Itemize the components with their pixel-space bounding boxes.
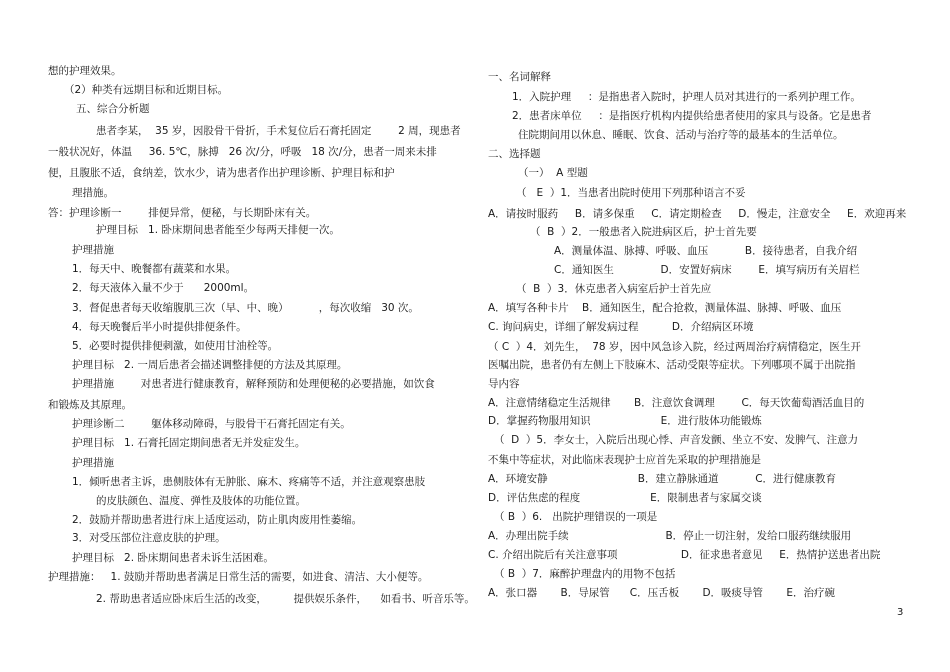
left-text-line: 护理目标 1. 卧床期间患者能至少每两天排便一次。 — [96, 224, 340, 236]
left-text-line: （2）种类有远期目标和近期目标。 — [64, 84, 229, 96]
right-text-line: （ C ）4．刘先生， 78 岁，因中风急诊入院，经过两周治疗病情稳定，医生开 — [488, 341, 861, 353]
left-text-line: 2. 帮助患者适应卧床后生活的改变， 提供娱乐条件， 如看书、听音乐等。 — [96, 593, 475, 605]
right-text-line: 二、选择题 — [488, 148, 541, 160]
right-text-line: 2．患者床单位 ：是指医疗机构内提供给患者使用的家具与设备。它是患者 — [512, 110, 872, 122]
right-text-line: 一、名词解释 — [488, 71, 551, 83]
left-text-line: 护理措施 — [72, 244, 114, 256]
right-text-line: 不集中等症状，对此临床表现护士应首先采取的护理措施是 — [488, 454, 761, 466]
right-text-line: A．测量体温、脉搏、呼吸、血压 B．接待患者，自我介绍 — [554, 245, 858, 257]
left-text-line: 答：护理诊断一 排便异常，便秘，与长期卧床有关。 — [48, 207, 317, 219]
left-text-line: 一般状况好，体温 36. 5℃，脉搏 26 次/分，呼吸 18 次/分，患者一周来未排 — [48, 146, 437, 158]
right-text-line: C．通知医生 D．安置好病床 E．填写病历有关眉栏 — [554, 264, 860, 276]
left-text-line: 和锻炼及其原理。 — [48, 399, 132, 411]
right-text-line: A．注意情绪稳定生活规律 B．注意饮食调理 C．每天饮葡萄酒活血目的 — [488, 397, 865, 409]
left-text-line: 患者李某， 35 岁，因股骨干骨折，手术复位后石膏托固定 2 周，现患者 — [96, 125, 461, 137]
left-text-line: 护理措施 — [72, 457, 114, 469]
right-text-line: A．环境安静 B．建立静脉通道 C．进行健康教育 — [488, 473, 837, 485]
left-text-line: 3．督促患者每天收缩腹肌三次（早、中、晚） ，每次收缩 30 次。 — [72, 302, 419, 314]
left-text-line: 护理措施： 1. 鼓励并帮助患者满足日常生活的需要，如进食、清洁、大小便等。 — [48, 571, 429, 583]
left-text-line: 护理措施 对患者进行健康教育，解释预防和处理便秘的必要措施，如饮食 — [72, 378, 435, 390]
left-text-line: 2．每天液体入量不少于 2000ml。 — [72, 282, 255, 294]
right-text-line: D．掌握药物服用知识 E．进行肢体功能锻炼 — [488, 415, 762, 427]
right-text-line: C. 询问病史，详细了解发病过程 D．介绍病区环境 — [488, 321, 754, 333]
right-text-line: （ E ）1．当患者出院时使用下列那种语言不妥 — [516, 187, 746, 199]
right-text-line: 医嘱出院，患者仍有左侧上下肢麻木、活动受限等症状。下列哪项不属于出院指 — [488, 359, 856, 371]
left-text-line: 便，且腹胀不适，食纳差，饮水少，请为患者作出护理诊断、护理目标和护 — [48, 167, 395, 179]
left-text-line: 护理目标 2. 一周后患者会描述调整排便的方法及其原理。 — [72, 359, 348, 371]
left-text-line: 1．每天中、晚餐都有蔬菜和水果。 — [72, 263, 237, 275]
right-text-line: （一） A 型题 — [518, 167, 588, 179]
right-text-line: （ B ）2．一般患者入院进病区后，护士首先要 — [530, 226, 757, 238]
left-text-line: 理措施。 — [72, 187, 114, 199]
right-text-line: A．填写各种卡片 B．通知医生，配合抢救，测量体温、脉搏、呼吸、血压 — [488, 302, 842, 314]
right-text-line: 住院期间用以休息、睡眠、饮食、活动与治疗等的最基本的生活单位。 — [518, 129, 844, 141]
right-text-line: 导内容 — [488, 378, 520, 390]
right-text-line: （ B ）6. 出院护理错误的一项是 — [494, 511, 658, 523]
right-text-line: （ D ）5．李女士，入院后出现心悸、声音发颤、坐立不安、发脾气、注意力 — [494, 434, 859, 446]
left-text-line: 的皮肤颜色、温度、弹性及肢体的功能位置。 — [96, 495, 306, 507]
left-text-line: 五、综合分析题 — [76, 103, 150, 115]
left-text-line: 护理目标 2. 卧床期间患者未诉生活困难。 — [72, 552, 274, 564]
left-text-line: 4．每天晚餐后半小时提供排便条件。 — [72, 321, 247, 333]
right-text-line: D．评估焦虑的程度 E．限制患者与家属交谈 — [488, 492, 762, 504]
right-text-line: 1．入院护理 ：是指患者入院时，护理人员对其进行的一系列护理工作。 — [512, 91, 861, 103]
left-text-line: 3．对受压部位注意皮肤的护理。 — [72, 532, 226, 544]
left-text-line: 护理诊断二 躯体移动障碍，与股骨干石膏托固定有关。 — [72, 418, 351, 430]
page-number: 3 — [897, 607, 904, 618]
left-text-line: 2．鼓励并帮助患者进行床上适度运动，防止肌肉废用性萎缩。 — [72, 514, 363, 526]
left-text-line: 1．倾听患者主诉，患侧肢体有无肿胀、麻木、疼痛等不适，并注意观察患肢 — [72, 476, 426, 488]
right-text-line: C. 介绍出院后有关注意事项 D．征求患者意见 E．热情护送患者出院 — [488, 549, 881, 561]
right-text-line: （ B ）7．麻醉护理盘内的用物不包括 — [494, 568, 676, 580]
right-text-line: A．办理出院手续 B．停止一切注射，发给口服药继续服用 — [488, 530, 852, 542]
left-text-line: 5．必要时提供排便刺激，如使用甘油栓等。 — [72, 340, 279, 352]
right-text-line: A．请按时服药 B．请多保重 C．请定期检查 D．慢走，注意安全 E．欢迎再来 — [488, 208, 907, 220]
left-text-line: 想的护理效果。 — [48, 65, 122, 77]
left-text-line: 护理目标 1. 石膏托固定期间患者无并发症发生。 — [72, 437, 306, 449]
right-text-line: A．张口器 B．导尿管 C．压舌板 D．吸痰导管 E．治疗碗 — [488, 587, 836, 599]
right-text-line: （ B ）3．休克患者入病室后护士首先应 — [516, 283, 712, 295]
